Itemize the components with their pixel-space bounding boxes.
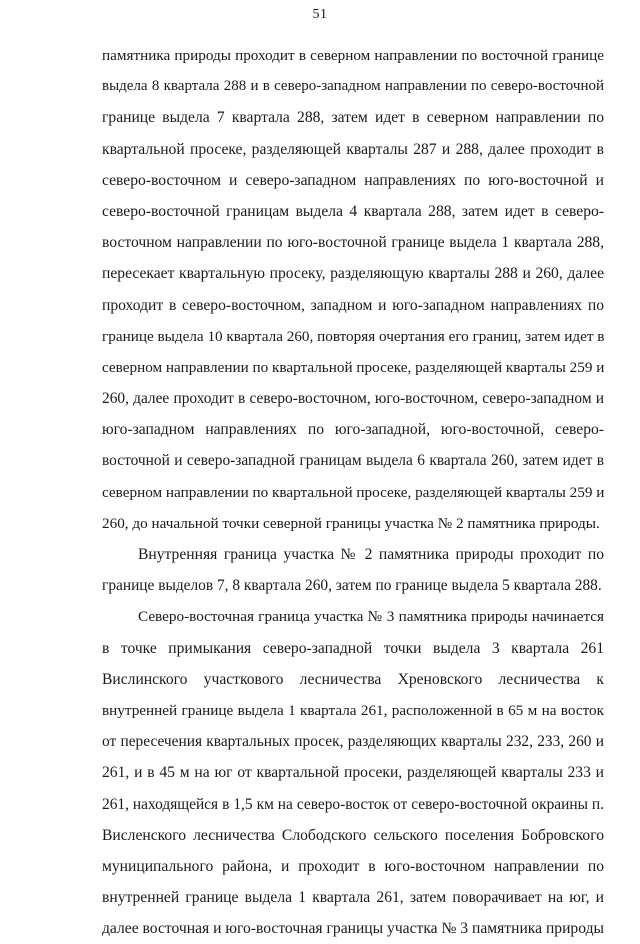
text-line: квартальной просеке, разделяющей кварталы 287 и 288, далее проходит в xyxy=(102,140,604,158)
text-line: северо-восточной границам выдела 4 квартала 288, затем идет в северо- xyxy=(102,202,604,220)
text-line: северо-восточном и северо-западном направлениях по юго-восточной и xyxy=(102,171,604,189)
text-line: Висленского лесничества Слободского сельского поселения Бобровского xyxy=(102,826,604,844)
text-line: границе выдела 10 квартала 260, повторяя очертания его границ, затем идет в xyxy=(102,327,604,345)
text-line: юго-западном направлениях по юго-западной, юго-восточной, северо- xyxy=(102,421,604,439)
text-line: восточном направлении по юго-восточной границе выдела 1 квартала 288, xyxy=(102,234,604,252)
text-line: 260, далее проходит в северо-восточном, юго-восточном, северо-западном и xyxy=(102,390,604,408)
text-line: 261, находящейся в 1,5 км на северо-восток от северо-восточной окраины п. xyxy=(102,795,604,813)
text-line: восточной и северо-западной границам выдела 6 квартала 260, затем идет в xyxy=(102,452,604,470)
text-line: муниципального района, и проходит в юго-восточном направлении по xyxy=(102,857,604,875)
text-line: от пересечения квартальных просек, разделяющих кварталы 232, 233, 260 и xyxy=(102,733,604,751)
text-line: памятника природы проходит в северном направлении по восточной границе xyxy=(102,47,604,64)
text-line: границе выдела 7 квартала 288, затем идет в северном направлении по xyxy=(102,109,604,127)
text-line: 260, до начальной точки северной границы участка № 2 памятника природы. xyxy=(102,514,600,532)
text-line: внутренней границе выдела 1 квартала 261, расположенной в 65 м на восток xyxy=(102,701,604,719)
paragraph-first-line: Внутренняя граница участка № 2 памятника природы проходит по xyxy=(138,546,604,563)
text-line: северном направлении по квартальной просеке, разделяющей кварталы 259 и xyxy=(102,358,604,376)
text-line: границе выделов 7, 8 квартала 260, затем по границе выдела 5 квартала 288. xyxy=(102,577,602,595)
text-line: проходит в северо-восточном, западном и юго-западном направлениях по xyxy=(102,296,604,314)
body-text xyxy=(102,40,604,944)
text-line: северном направлении по квартальной просеке, разделяющей кварталы 259 и xyxy=(102,483,604,501)
text-line: далее восточная и юго-восточная границы участка № 3 памятника природы xyxy=(102,920,604,938)
text-line: Вислинского участкового лесничества Хреновского лесничества к xyxy=(102,670,604,688)
paragraph-first-line: Северо-восточная граница участка № 3 памятника природы начинается xyxy=(138,608,604,626)
text-line: пересекает квартальную просеку, разделяющую кварталы 288 и 260, далее xyxy=(102,265,604,283)
text-line: в точке примыкания северо-западной точки выдела 3 квартала 261 xyxy=(102,639,604,657)
page-number: 51 xyxy=(312,7,328,22)
text-line: выдела 8 квартала 288 и в северо-западном направлении по северо-восточной xyxy=(102,78,604,95)
text-line: 261, и в 45 м на юг от квартальной просеки, разделяющей кварталы 233 и xyxy=(102,764,604,782)
text-line: внутренней границе выдела 1 квартала 261, затем поворачивает на юг, и xyxy=(102,889,604,907)
